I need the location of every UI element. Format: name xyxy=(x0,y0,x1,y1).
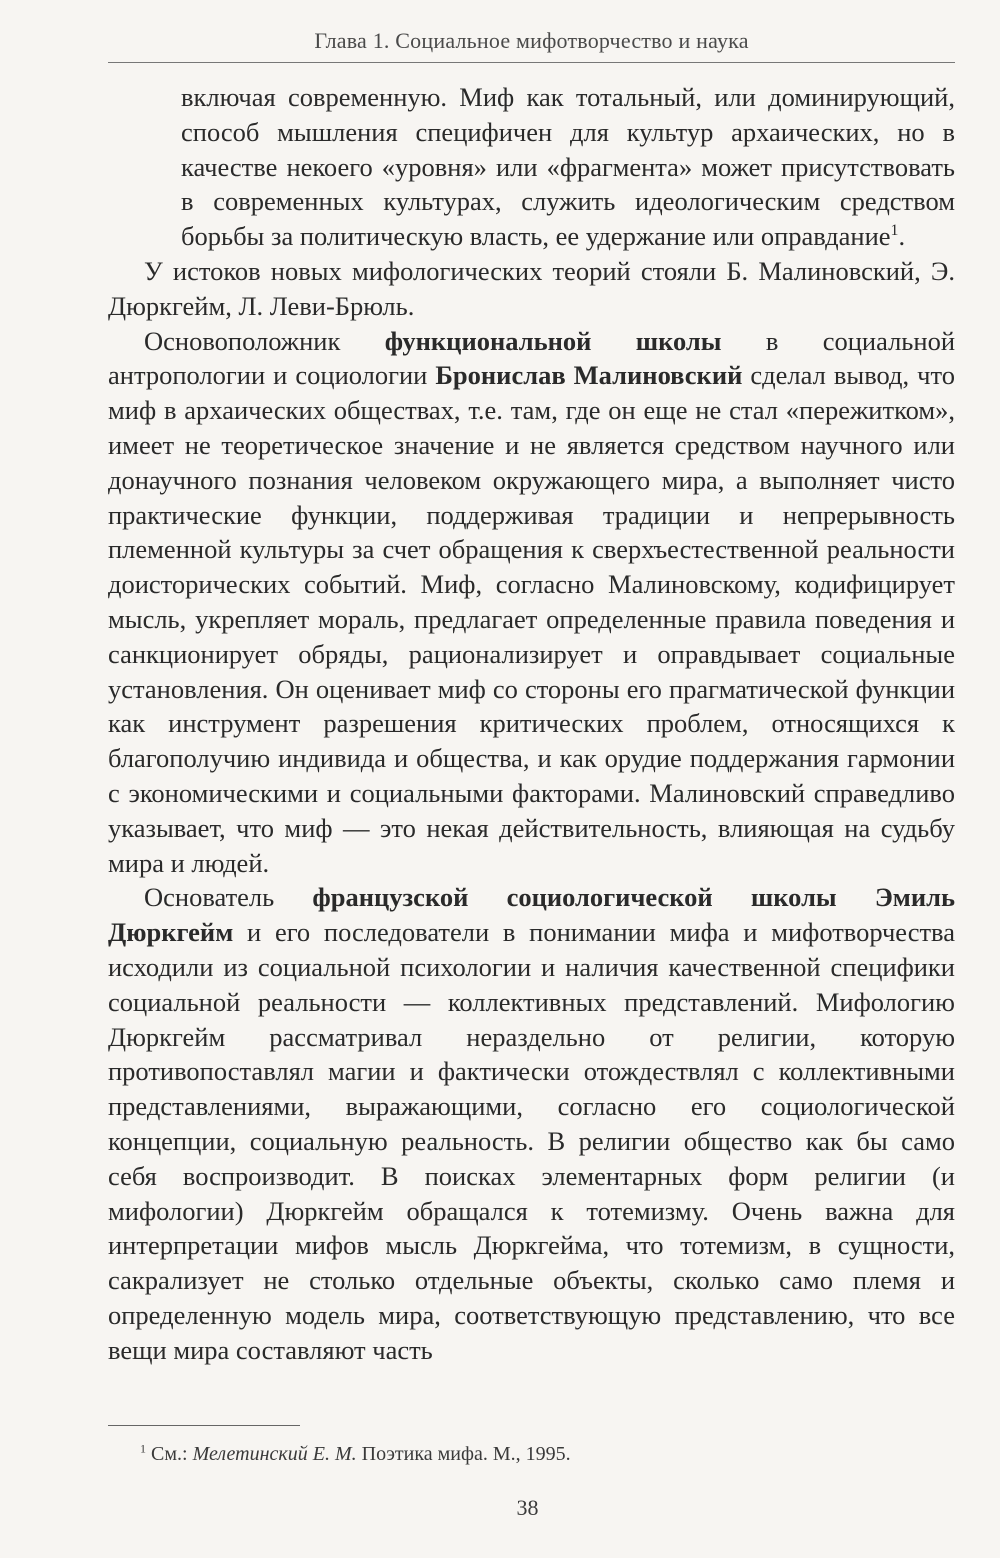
header-rule xyxy=(108,62,955,63)
paragraph-3-text: сделал вывод, что миф в архаических обществах, т.е. там, где он еще не стал «пережитком», имеет не теоретическое значение и не является средством научного или донаучного познания человеком окружающего мира, а выполняет чисто практические функции, поддерживая традиции и непрерывность племенной культуры за счет обращения к сверхъестественной реальности доисторических событий. Миф, согласно Малиновскому, кодифицирует мысль, укрепляет мораль, предлагает определенные правила поведения и санкционирует обряды, рационализирует и оправдывает социальные установления. Он оценивает миф со стороны его прагматической функции как инструмент разрешения критических проблем, относящихся к благополучию индивида и общества, и как орудие поддержания гармонии с экономическими и социальными факторами. Малиновский справедливо указывает, что миф — это некая действительность, влияющая на судьбу мира и людей. xyxy=(108,360,955,878)
paragraph-1-text: включая современную. Миф как тотальный, или доминирующий, способ мышления специфичен для культур архаических, но в качестве некоего «уровня» или «фрагмента» может присутствовать в современных культурах, служить идеологическим средством борьбы за политическую власть, ее удержание или оправдание xyxy=(181,82,955,252)
page-number-container xyxy=(0,1495,1000,1521)
footnote-mark: 1 xyxy=(140,1441,146,1456)
footnote-prefix: См.: xyxy=(151,1443,193,1465)
term-functional-school: функциональной школы xyxy=(384,325,722,356)
term-french-school-durkheim: французской социологической школы Эмиль Дюркгейм xyxy=(108,882,955,948)
paragraph-4-text: Основатель xyxy=(144,882,313,913)
paragraph-continued: включая современную. Миф как тотальный, или доминирующий, способ мышления специфичен для культур архаических, но в качестве некоего «уровня» или «фрагмента» может присутствовать в современных культурах, служить идеологическим средством борьбы за политическую власть, ее удержание или оправдание$^1$. xyxy=(181,82,955,252)
page-number: 38 xyxy=(516,1495,539,1520)
main-text xyxy=(108,80,955,1367)
paragraph-4-text: и его последователи в понимании мифа и мифотворчества исходили из социальной психологии и наличия качественной специфики социальной реальности — коллективных представлений. Мифологию Дюркгейм рассматривал нераздельно от религии, которую противопоставлял магии и фактически отождествлял с коллективными представлениями, выражающими, согласно его социологической концепции, социальную реальность. В религии общество как бы само себя воспроизводит. В поисках элементарных форм религии (и мифологии) Дюркгейм обращался к тотемизму. Очень важна для интерпретации мифов мысль Дюркгейма, что тотемизм, в сущности, сакрализует не столько отдельные объекты, сколько само племя и определенную модель мира, соответствующую представлению, что все вещи мира составляют часть xyxy=(108,917,955,1365)
footnote xyxy=(140,1443,955,1466)
paragraph-4 xyxy=(108,880,955,1367)
running-header: Глава 1. Социальное мифотворчество и наука xyxy=(314,28,749,53)
footnote-author: Мелетинский Е. М. xyxy=(192,1443,357,1465)
footnote-citation: Поэтика мифа. М., 1995. xyxy=(356,1443,571,1465)
footnote-reference[interactable]: 1 xyxy=(890,222,899,240)
paragraph-2: У истоков новых мифологических теорий стояли Б. Малиновский, Э. Дюркгейм, Л. Леви-Брюль. xyxy=(108,255,955,321)
paragraph-3-text: Основоположник xyxy=(144,325,385,356)
paragraph-3 xyxy=(108,324,955,881)
name-malinowski: Бронислав Малиновский xyxy=(435,360,743,391)
footnote-rule xyxy=(108,1425,300,1426)
paragraph-3-text: в социальной антропологии и социологии xyxy=(108,325,956,391)
